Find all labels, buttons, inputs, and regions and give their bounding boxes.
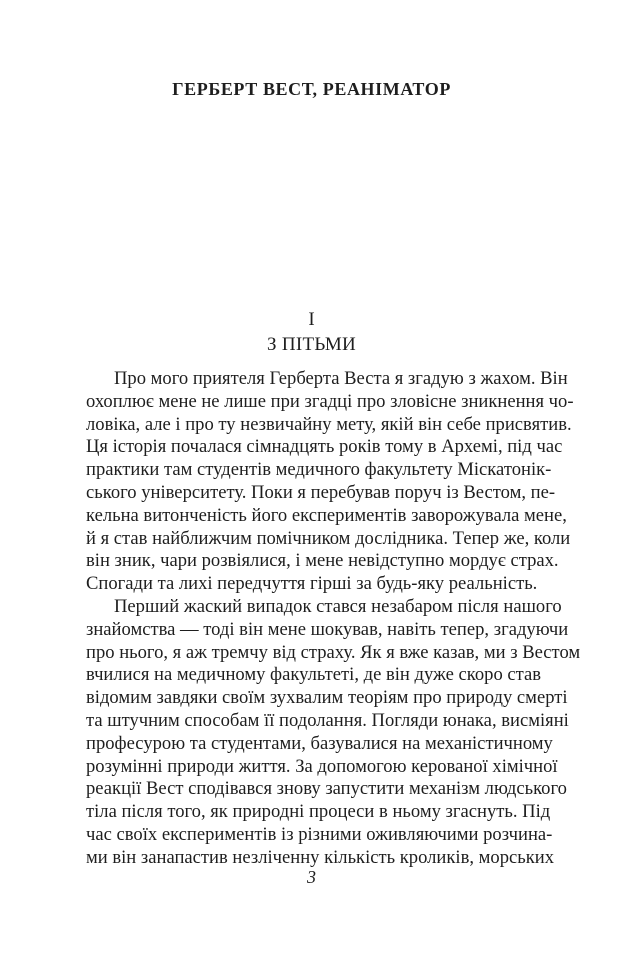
text-line: Ця історія почалася сімнадцять років тому в Архемі, під час	[86, 436, 563, 458]
paragraph-2	[86, 595, 581, 870]
text-line: Спогади та лихі передчуття гірші за будь-яку реальність.	[86, 573, 538, 595]
text-line: ського університету. Поки я перебував поруч із Вестом, пе-	[86, 481, 556, 503]
text-line: та штучним способам її подолання. Погляди юнака, висміяні	[86, 709, 569, 731]
story-title: ГЕРБЕРТ ВЕСТ, РЕАНІМАТОР	[172, 79, 451, 99]
text-line: відомим завдяки своїм зухвалим теоріям про природу смерті	[86, 687, 568, 709]
page-number: 3	[307, 867, 316, 887]
text-line: він зник, чари розвіялися, і мене невідступно мордує страх.	[86, 550, 559, 572]
text-line: кельна витонченість його експериментів заворожувала мене,	[86, 504, 567, 526]
body-text	[86, 368, 581, 870]
text-line: й я став найближчим помічником дослідника. Тепер же, коли	[86, 527, 571, 549]
text-line: знайомства — тоді він мене шокував, навіть тепер, згадуючи	[86, 618, 569, 640]
chapter-number: I	[308, 309, 315, 330]
text-line: вчилися на медичному факультеті, де він дуже скоро став	[86, 664, 542, 686]
text-line: ми він занапастив незліченну кількість кроликів, морських	[86, 846, 555, 868]
paragraph-1	[86, 368, 574, 596]
text-line: ловіка, але і про ту незвичайну мету, якій він себе присвятив.	[86, 413, 572, 435]
chapter-title: З ПІТЬМИ	[266, 334, 357, 355]
text-line: професурою та студентами, базувалися на механістичному	[86, 732, 553, 754]
text-line: Про мого приятеля Герберта Веста я згадую з жахом. Він	[114, 368, 568, 389]
text-line: Перший жаский випадок стався незабаром після нашого	[114, 595, 562, 617]
text-line: час своїх експериментів із різними оживляючими розчина-	[86, 823, 553, 845]
text-line: практики там студентів медичного факультету Міскатонік-	[86, 459, 552, 481]
text-line: про нього, я аж тремчу від страху. Як я вже казав, ми з Вестом	[86, 641, 581, 663]
text-line: тіла після того, як природні процеси в ньому згаснуть. Під	[86, 801, 551, 823]
text-line: охоплює мене не лише при згадці про зловісне зникнення чо-	[86, 390, 574, 412]
text-line: розумінні природи життя. За допомогою керованої хімічної	[86, 755, 558, 777]
text-line: реакції Вест сподівався знову запустити механізм людського	[86, 778, 567, 800]
